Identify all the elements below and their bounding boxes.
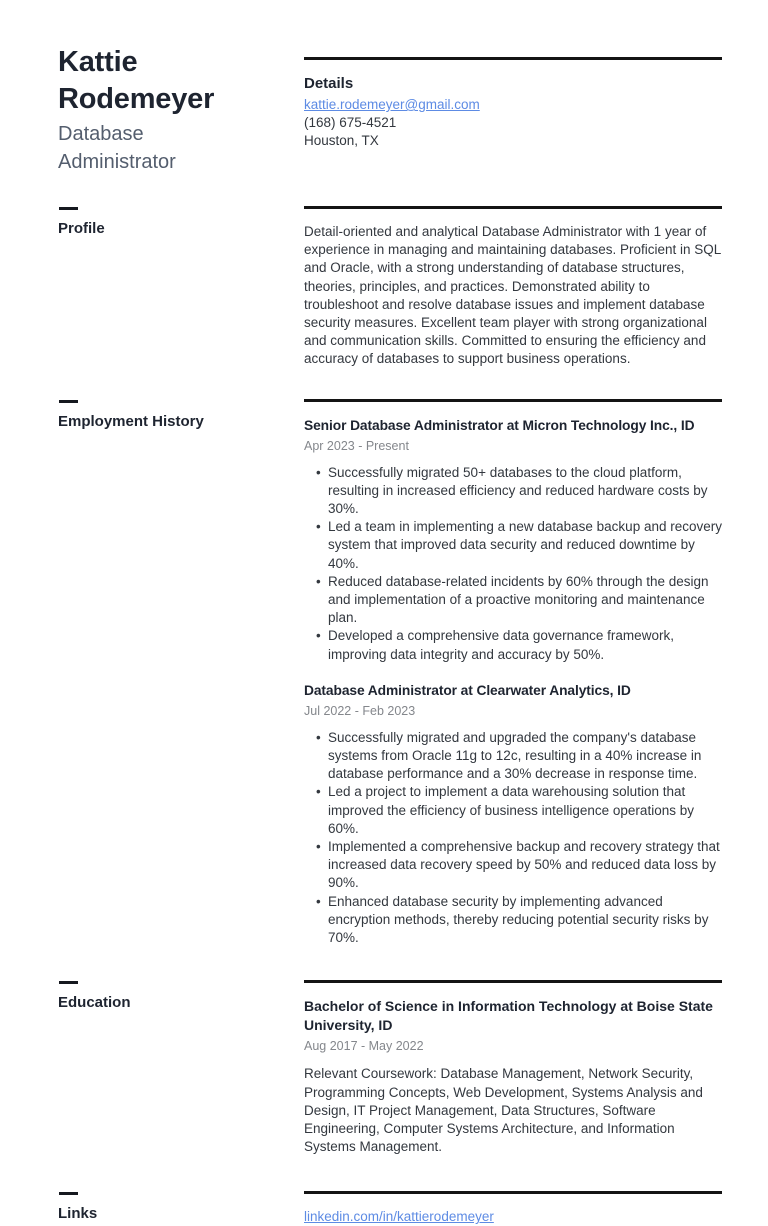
job-dates: Apr 2023 - Present bbox=[304, 438, 409, 453]
linkedin-link[interactable]: linkedin.com/in/kattierodemeyer bbox=[304, 1209, 494, 1225]
education-label: Education bbox=[58, 994, 131, 1012]
employment-section bbox=[58, 399, 722, 948]
profile-label-column bbox=[58, 206, 304, 237]
section-dash bbox=[59, 207, 78, 210]
profile-section bbox=[58, 206, 722, 369]
bullet-item: • Implemented a comprehensive backup and recovery strategy that increased data recovery speed by 50% and reduced data loss by 90%. bbox=[316, 838, 722, 893]
education-content bbox=[304, 980, 722, 1156]
phone-number: (168) 675-4521 bbox=[304, 115, 397, 130]
profile-label: Profile bbox=[58, 220, 105, 237]
bullet-item: • Led a team in implementing a new database backup and recovery system that improved data security and reduced downtime by 40%. bbox=[316, 518, 722, 573]
bullet-item: • Enhanced database security by implementing advanced encryption methods, thereby reducing potential security risks by 70%. bbox=[316, 893, 722, 948]
bullet-item: • Reduced database-related incidents by 60% through the design and implementation of a proactive monitoring and maintenance plan. bbox=[316, 573, 722, 628]
section-dash bbox=[59, 981, 78, 984]
links-label-column bbox=[58, 1191, 304, 1222]
details-column bbox=[304, 44, 722, 149]
education-dates: Aug 2017 - May 2022 bbox=[304, 1039, 424, 1054]
email-link[interactable]: kattie.rodemeyer@gmail.com bbox=[304, 97, 480, 112]
links-content bbox=[304, 1191, 722, 1226]
bullet-item: • Successfully migrated and upgraded the company's database systems from Oracle 11g to 12c, resulting in a 40% increase in database performance and a 30% decrease in response time. bbox=[316, 729, 722, 784]
employment-label: Employment History bbox=[58, 412, 204, 430]
bullet-item: • Successfully migrated 50+ databases to the cloud platform, resulting in increased efficiency and reduced hardware costs by 30%. bbox=[316, 464, 722, 519]
employment-content bbox=[304, 399, 722, 948]
job-entry bbox=[304, 416, 722, 664]
job-bullets bbox=[316, 729, 722, 947]
details-block bbox=[304, 60, 722, 149]
education-section bbox=[58, 980, 722, 1156]
candidate-name: Kattie Rodemeyer bbox=[58, 46, 215, 115]
profile-text: Detail-oriented and analytical Database Administrator with 1 year of experience in managing and maintaining databases. Proficient in SQL and Oracle, with a strong understanding of database structures, theories, principles, and practices. Demonstrated ability to troubleshoot and resolve database issues and implement database security measures. Excellent team player with strong organizational and communication skills. Committed to ensuring the efficiency and accuracy of databases to support business operations. bbox=[304, 224, 721, 367]
job-bullets bbox=[316, 464, 722, 664]
job-dates: Jul 2022 - Feb 2023 bbox=[304, 703, 416, 718]
links-label: Links bbox=[58, 1205, 98, 1223]
profile-content bbox=[304, 206, 722, 369]
job-title: Database Administrator at Clearwater Analytics, ID bbox=[304, 682, 631, 698]
header-left bbox=[58, 44, 304, 176]
links-section bbox=[58, 1191, 722, 1226]
employment-label-column bbox=[58, 399, 304, 430]
bullet-item: • Developed a comprehensive data governance framework, improving data integrity and accuracy by 50%. bbox=[316, 627, 722, 663]
header bbox=[58, 44, 722, 176]
job-entry bbox=[304, 681, 722, 947]
job-title: Senior Database Administrator at Micron Technology Inc., ID bbox=[304, 417, 695, 433]
section-dash bbox=[59, 400, 78, 403]
coursework-text: Relevant Coursework: Database Management, Network Security, Programming Concepts, Web Development, Systems Analysis and Design, IT Project Management, Data Structures, Software Engineering, Computer Systems Architecture, and Information Systems Management. bbox=[304, 1066, 703, 1155]
details-heading: Details bbox=[304, 75, 354, 92]
candidate-job-title: Database Administrator bbox=[58, 123, 176, 173]
degree-title: Bachelor of Science in Information Technology at Boise State University, ID bbox=[304, 998, 713, 1034]
location: Houston, TX bbox=[304, 132, 379, 148]
section-dash bbox=[59, 1192, 78, 1195]
education-label-column bbox=[58, 980, 304, 1011]
bullet-item: • Led a project to implement a data warehousing solution that improved the efficiency of business intelligence operations by 60%. bbox=[316, 783, 722, 838]
